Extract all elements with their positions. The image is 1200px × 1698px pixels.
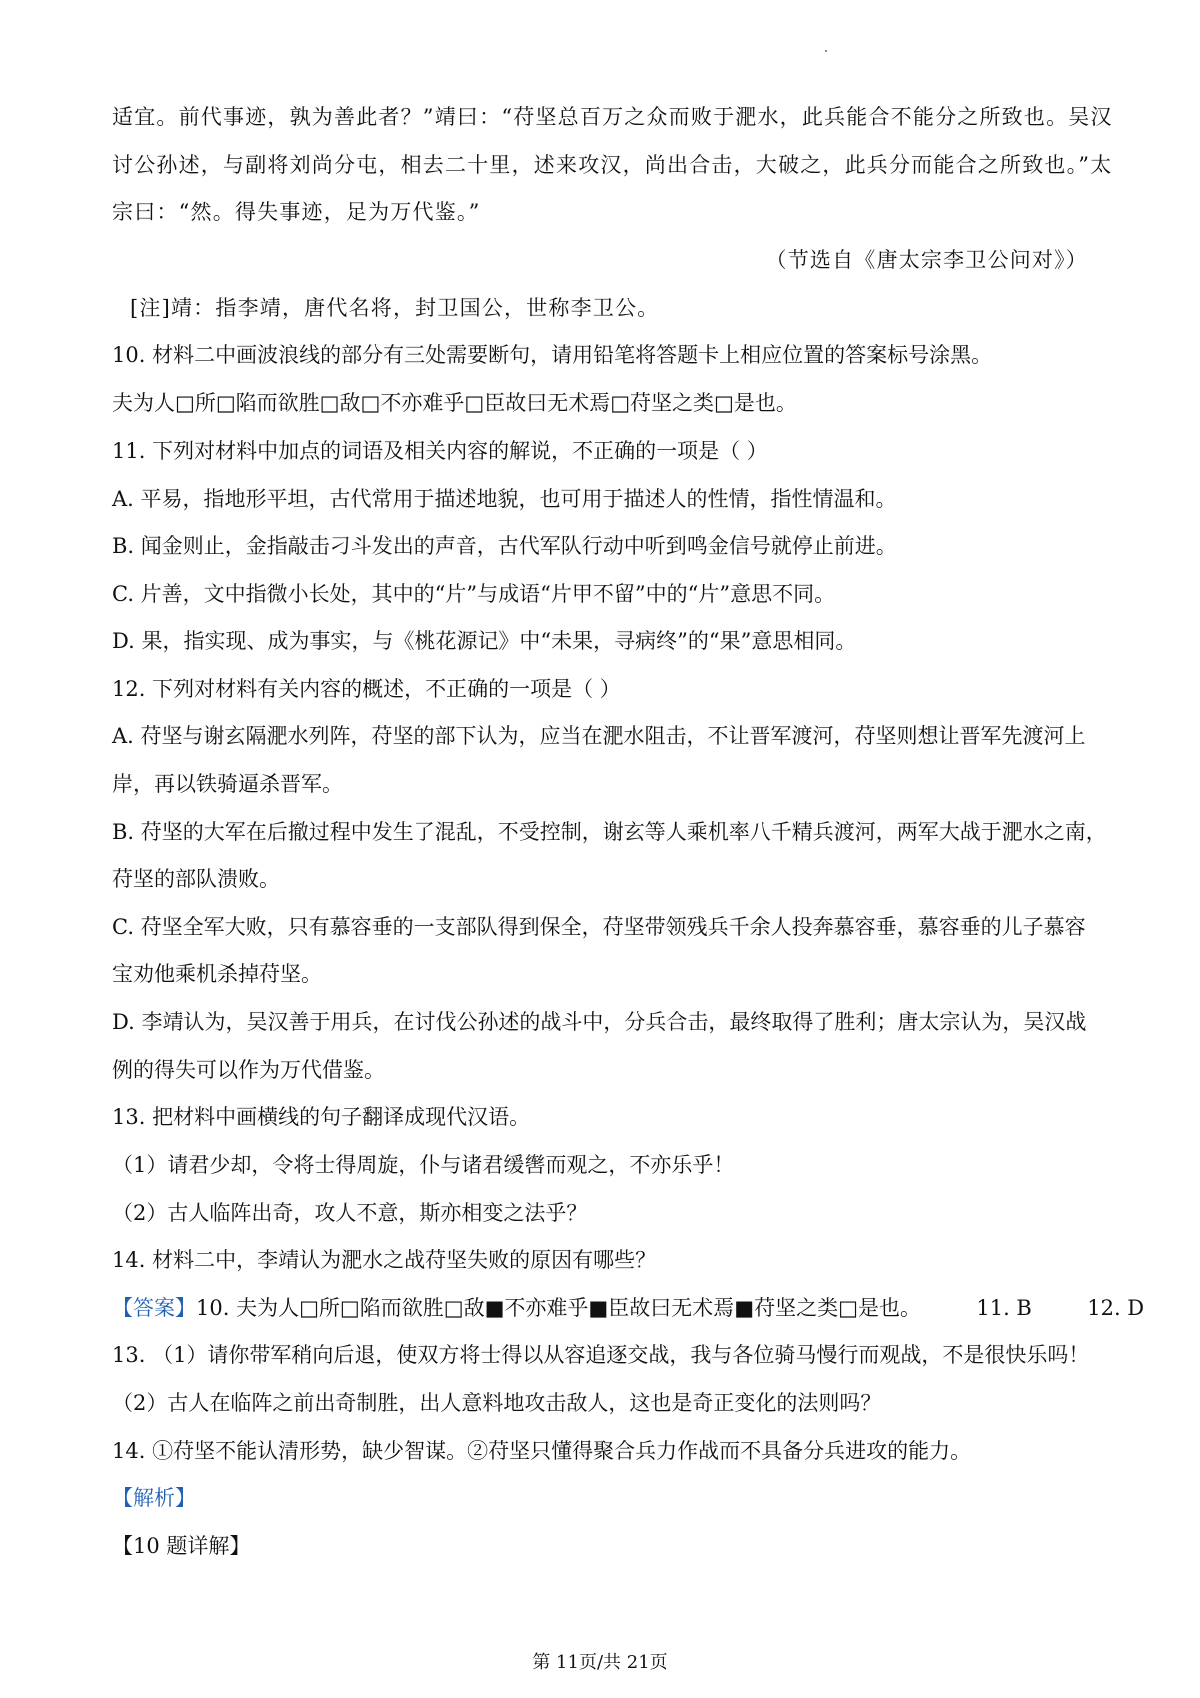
- analysis-subheading: 【10 题详解】: [112, 1534, 251, 1558]
- q11-option-d: D. 果，指实现、成为事实，与《桃花源记》中“未果，寻病终”的“果”意思相同。: [112, 629, 857, 653]
- q13-stem: 13. 把材料中画横线的句子翻译成现代汉语。: [112, 1105, 531, 1129]
- answer-10: 10. 夫为人□所□陷而欲胜□敌■不亦难乎■臣故曰无术焉■苻坚之类□是也。: [196, 1296, 921, 1320]
- q12-stem: 12. 下列对材料有关内容的概述，不正确的一项是（ ）: [112, 677, 621, 701]
- q12-option-b-line-1: B. 苻坚的大军在后撤过程中发生了混乱，不受控制，谢玄等人乘机率八千精兵渡河，两军大战于淝水之南，: [112, 820, 1107, 844]
- passage-note: [注]靖：指李靖，唐代名将，封卫国公，世称李卫公。: [130, 296, 660, 320]
- q11-option-a: A. 平易，指地形平坦，古代常用于描述地貌，也可用于描述人的性情，指性情温和。: [112, 487, 897, 511]
- q12-option-c-line-2: 宝劝他乘机杀掉苻坚。: [112, 962, 322, 986]
- q12-option-d-line-2: 例的得失可以作为万代借鉴。: [112, 1058, 385, 1082]
- q13-sentence-1: （1）请君少却，令将士得周旋，仆与诸君缓辔而观之，不亦乐乎！: [112, 1153, 735, 1177]
- answer-14: 14. ①苻坚不能认清形势，缺少智谋。②苻坚只懂得聚合兵力作战而不具备分兵进攻的能力。: [112, 1439, 972, 1463]
- q12-option-c-line-1: C. 苻坚全军大败，只有慕容垂的一支部队得到保全，苻坚带领残兵千余人投奔慕容垂，慕容垂的儿子慕容: [112, 915, 1086, 939]
- answer-13-2: （2）古人在临阵之前出奇制胜，出人意料地攻击敌人，这也是奇正变化的法则吗？: [112, 1391, 882, 1415]
- answer-line: [112, 1294, 1144, 1322]
- q11-stem: 11. 下列对材料中加点的词语及相关内容的解说，不正确的一项是（ ）: [112, 439, 768, 463]
- passage-line-3: 宗曰：“然。得失事迹，足为万代鉴。”: [112, 200, 481, 224]
- passage-line-2: 讨公孙述，与副将刘尚分屯，相去二十里，述来攻汉，尚出合击，大破之，此兵分而能合之所致也。”太: [112, 153, 1113, 177]
- page-footer: 第 11页/共 21页: [532, 1652, 668, 1673]
- q11-option-c: C. 片善，文中指微小长处，其中的“片”与成语“片甲不留”中的“片”意思不同。: [112, 582, 836, 606]
- q12-option-a-line-2: 岸，再以铁骑逼杀晋军。: [112, 772, 343, 796]
- analysis-tag: 【解析】: [112, 1486, 196, 1510]
- answer-11: 11. B: [976, 1296, 1032, 1320]
- q10-sentence: 夫为人□所□陷而欲胜□敌□不亦难乎□臣故曰无术焉□苻坚之类□是也。: [112, 391, 797, 415]
- q14-stem: 14. 材料二中，李靖认为淝水之战苻坚失败的原因有哪些？: [112, 1248, 657, 1272]
- answer-tag: 【答案】: [112, 1296, 196, 1320]
- q13-sentence-2: （2）古人临阵出奇，攻人不意，斯亦相变之法乎？: [112, 1201, 588, 1225]
- q10-stem: 10. 材料二中画波浪线的部分有三处需要断句，请用铅笔将答题卡上相应位置的答案标号涂黑。: [112, 343, 993, 367]
- q11-option-b: B. 闻金则止，金指敲击刁斗发出的声音，古代军队行动中听到鸣金信号就停止前进。: [112, 534, 897, 558]
- q12-option-a-line-1: A. 苻坚与谢玄隔淝水列阵，苻坚的部下认为，应当在淝水阻击，不让晋军渡河，苻坚则想让晋军先渡河上: [112, 724, 1086, 748]
- passage-source: （节选自《唐太宗李卫公问对》）: [765, 248, 1088, 272]
- q12-option-b-line-2: 苻坚的部队溃败。: [112, 867, 280, 891]
- passage-line-1: 适宜。前代事迹，孰为善此者？”靖曰：“苻坚总百万之众而败于淝水，此兵能合不能分之所致也。吴汉: [112, 105, 1113, 129]
- q12-option-d-line-1: D. 李靖认为，吴汉善于用兵，在讨伐公孙述的战斗中，分兵合击，最终取得了胜利；唐太宗认为，吴汉战: [112, 1010, 1087, 1034]
- answer-13-1: 13. （1）请你带军稍向后退，使双方将士得以从容追逐交战，我与各位骑马慢行而观战，不是很快乐吗！: [112, 1343, 1090, 1367]
- answer-12: 12. D: [1087, 1296, 1145, 1320]
- scan-speck: [825, 50, 827, 52]
